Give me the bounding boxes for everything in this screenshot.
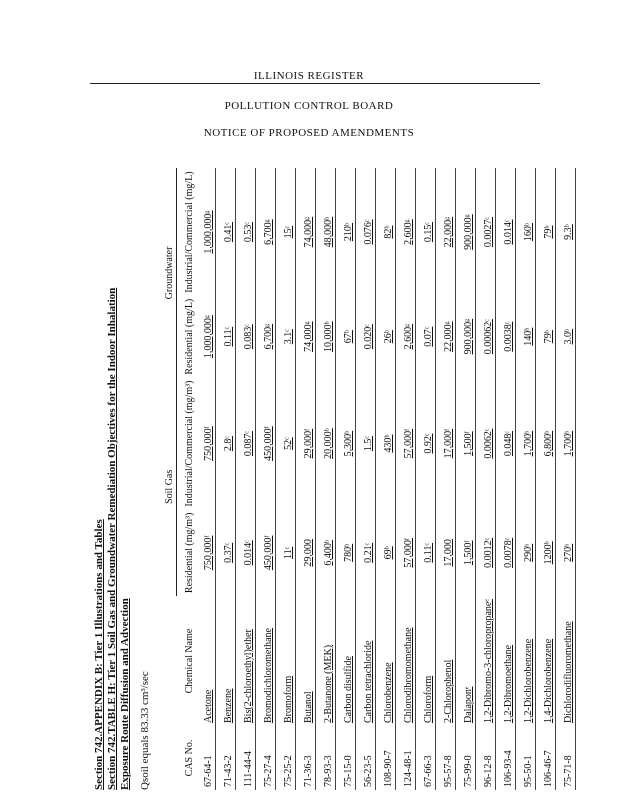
cell-chemical-name: 1,2-Dichlorobenzene bbox=[516, 596, 536, 726]
cell-sg-ind: 0.087ᶜ bbox=[236, 378, 256, 510]
cell-gw-ind: 9.3ᵇ bbox=[556, 168, 576, 295]
cell-gw-res: 3.0ᵇ bbox=[556, 296, 576, 378]
cell-gw-ind: 22,000ᵍ bbox=[436, 168, 456, 295]
header-divider bbox=[90, 83, 540, 84]
cell-chemical-name: 2-Butanone (MEK) bbox=[316, 596, 336, 726]
cell-sg-res: 0.0012ᶜ bbox=[476, 510, 496, 596]
cell-cas: 75-25-2 bbox=[276, 726, 296, 790]
cell-sg-res: 1200ᵇ bbox=[536, 510, 556, 596]
col-sg-res: Residential (mg/m³) bbox=[184, 512, 195, 594]
cell-chemical-name: Bis(2-chloroethyl)ether bbox=[236, 596, 256, 726]
cell-cas: 75-27-4 bbox=[256, 726, 276, 790]
cell-gw-res: 6,700ᵍ bbox=[256, 296, 276, 378]
register-title: ILLINOIS REGISTER bbox=[253, 70, 365, 82]
cell-sg-ind: 17,000ᶠ bbox=[436, 378, 456, 510]
table-body bbox=[196, 168, 576, 790]
notice-title: NOTICE OF PROPOSED AMENDMENTS bbox=[203, 127, 415, 139]
cell-gw-res: 67ᵇ bbox=[336, 296, 356, 378]
cell-gw-ind: 2,600ᵍ bbox=[396, 168, 416, 295]
cell-gw-ind: 48,000ᵇ bbox=[316, 168, 336, 295]
cell-chemical-name: 1,2-Dibromoethane bbox=[496, 596, 516, 726]
rotated-page-content bbox=[93, 150, 574, 790]
cell-chemical-name: Chlorobenzene bbox=[376, 596, 396, 726]
cell-chemical-name: Butanol bbox=[296, 596, 316, 726]
cell-sg-ind: 57,000ᶠ bbox=[396, 378, 416, 510]
cell-gw-res: 140ᵇ bbox=[516, 296, 536, 378]
cell-gw-res: 10,000ᵇ bbox=[316, 296, 336, 378]
cell-gw-ind: 0.0027ᶜ bbox=[476, 168, 496, 295]
appendix-title: Section 742.APPENDIX B: Tier 1 Illustrations and Tables bbox=[93, 519, 105, 790]
table-row bbox=[556, 168, 576, 790]
remediation-table bbox=[157, 168, 576, 790]
cell-sg-ind: 20,000ᵇ bbox=[316, 378, 336, 510]
cell-gw-res: 0.083ᶜ bbox=[236, 296, 256, 378]
col-chemical: Chemical Name bbox=[184, 628, 195, 694]
cell-sg-res: 750,000ᶠ bbox=[196, 510, 216, 596]
table-row bbox=[476, 168, 496, 790]
cell-sg-ind: 0.0062ᶜ bbox=[476, 378, 496, 510]
cell-sg-res: 69ᵇ bbox=[376, 510, 396, 596]
board-title: POLLUTION CONTROL BOARD bbox=[224, 100, 394, 112]
cell-gw-ind: 0.076ᶜ bbox=[356, 168, 376, 295]
cell-gw-ind: 0.15ᶜ bbox=[416, 168, 436, 295]
cell-sg-res: 780ᵇ bbox=[336, 510, 356, 596]
cell-sg-ind: 2.8ᶜ bbox=[216, 378, 236, 510]
cell-gw-res: 1,000,000ᵍ bbox=[196, 296, 216, 378]
groundwater-group: Groundwater bbox=[157, 168, 177, 377]
cell-cas: 75-15-0 bbox=[336, 726, 356, 790]
table-row bbox=[336, 168, 356, 790]
cell-cas: 71-43-2 bbox=[216, 726, 236, 790]
cell-sg-ind: 1.5ᶜ bbox=[356, 378, 376, 510]
cell-gw-ind: 82ᵇ bbox=[376, 168, 396, 295]
cell-chemical-name: Dalaponᵉ bbox=[456, 596, 476, 726]
cell-gw-res: 0.11ᶜ bbox=[216, 296, 236, 378]
col-sg-ind: Industrial/Commercial (mg/m³) bbox=[184, 380, 195, 507]
cell-chemical-name: Bromodichloromethane bbox=[256, 596, 276, 726]
cell-sg-ind: 29,000ᶠ bbox=[296, 378, 316, 510]
cell-sg-res: 0.21ᶜ bbox=[356, 510, 376, 596]
cell-chemical-name: Carbon tetrachloride bbox=[356, 596, 376, 726]
cell-gw-res: 0.0038ᶜ bbox=[496, 296, 516, 378]
cell-cas: 75-99-0 bbox=[456, 726, 476, 790]
cell-cas: 95-57-8 bbox=[436, 726, 456, 790]
cell-sg-res: 270ᵇ bbox=[556, 510, 576, 596]
exposure-route: Exposure Route Diffusion and Advection bbox=[119, 598, 131, 790]
table-row bbox=[496, 168, 516, 790]
cell-gw-res: 0.07ᶜ bbox=[416, 296, 436, 378]
table-row bbox=[516, 168, 536, 790]
cell-gw-res: 74,000ᵍ bbox=[296, 296, 316, 378]
cell-cas: 95-50-1 bbox=[516, 726, 536, 790]
qsoil-note: Qsoil equals 83.33 cm³/sec bbox=[139, 671, 151, 790]
cell-sg-ind: 450,000ᶠ bbox=[256, 378, 276, 510]
cell-gw-res: 22,000ᵍ bbox=[436, 296, 456, 378]
cell-cas: 108-90-7 bbox=[376, 726, 396, 790]
cell-chemical-name: Chloroform bbox=[416, 596, 436, 726]
table-row bbox=[416, 168, 436, 790]
cell-gw-ind: 6,700ᵍ bbox=[256, 168, 276, 295]
cell-gw-ind: 900,000ᵍ bbox=[456, 168, 476, 295]
cell-sg-ind: 0.048ᶜ bbox=[496, 378, 516, 510]
cell-gw-ind: 0.53ᶜ bbox=[236, 168, 256, 295]
cell-chemical-name: Acetone bbox=[196, 596, 216, 726]
cell-sg-ind: 750,000ᶠ bbox=[196, 378, 216, 510]
cell-cas: 67-66-3 bbox=[416, 726, 436, 790]
col-cas: CAS No. bbox=[184, 739, 195, 777]
table-row bbox=[196, 168, 216, 790]
table-row bbox=[536, 168, 556, 790]
cell-sg-ind: 1,700ᵇ bbox=[516, 378, 536, 510]
cell-sg-ind: 0.92ᶜ bbox=[416, 378, 436, 510]
cell-cas: 111-44-4 bbox=[236, 726, 256, 790]
cell-sg-res: 290ᵇ bbox=[516, 510, 536, 596]
soil-gas-group: Soil Gas bbox=[157, 378, 177, 597]
cell-gw-res: 900,000ᵍ bbox=[456, 296, 476, 378]
cell-sg-res: 29,000 bbox=[296, 510, 316, 596]
table-row bbox=[456, 168, 476, 790]
cell-sg-ind: 5,300ᵇ bbox=[336, 378, 356, 510]
cell-sg-res: 6,400ᵇ bbox=[316, 510, 336, 596]
cell-gw-ind: 210ᵇ bbox=[336, 168, 356, 295]
table-row bbox=[296, 168, 316, 790]
cell-sg-res: 17,000 bbox=[436, 510, 456, 596]
cell-sg-ind: 1,700ᵇ bbox=[556, 378, 576, 510]
cell-sg-res: 0.0078ᶜ bbox=[496, 510, 516, 596]
cell-gw-ind: 15ᶜ bbox=[276, 168, 296, 295]
cell-sg-res: 0.37ᶜ bbox=[216, 510, 236, 596]
cell-gw-res: 3.1ᶜ bbox=[276, 296, 296, 378]
table-row bbox=[356, 168, 376, 790]
cell-chemical-name: 2-Chlorophenol bbox=[436, 596, 456, 726]
cell-sg-ind: 1,500ᶠ bbox=[456, 378, 476, 510]
table-row bbox=[216, 168, 236, 790]
cell-sg-ind: 430ᵇ bbox=[376, 378, 396, 510]
table-row bbox=[236, 168, 256, 790]
cell-cas: 96-12-8 bbox=[476, 726, 496, 790]
cell-gw-ind: 0.41ᶜ bbox=[216, 168, 236, 295]
cell-chemical-name: Dichlorodifluoromethane bbox=[556, 596, 576, 726]
table-title: Section 742.TABLE H: Tier 1 Soil Gas and Groundwater Remediation Objectives for the Indoor Inhalation bbox=[106, 287, 118, 790]
table-row bbox=[396, 168, 416, 790]
cell-cas: 75-71-8 bbox=[556, 726, 576, 790]
cell-sg-res: 450,000ᶠ bbox=[256, 510, 276, 596]
cell-gw-res: 26ᵇ bbox=[376, 296, 396, 378]
cell-gw-res: 0.020ᶜ bbox=[356, 296, 376, 378]
cell-sg-ind: 52ᶜ bbox=[276, 378, 296, 510]
cell-gw-ind: 160ᵇ bbox=[516, 168, 536, 295]
cell-chemical-name: 1,4-Dichlorobenzene bbox=[536, 596, 556, 726]
cell-gw-ind: 74,000ᵍ bbox=[296, 168, 316, 295]
table-row bbox=[256, 168, 276, 790]
cell-cas: 106-46-7 bbox=[536, 726, 556, 790]
cell-cas: 124-48-1 bbox=[396, 726, 416, 790]
cell-sg-res: 11ᶜ bbox=[276, 510, 296, 596]
cell-sg-res: 0.014ᶜ bbox=[236, 510, 256, 596]
cell-gw-res: 79ᵇ bbox=[536, 296, 556, 378]
cell-sg-res: 1,500ᶠ bbox=[456, 510, 476, 596]
table-row bbox=[436, 168, 456, 790]
cell-chemical-name: Carbon disulfide bbox=[336, 596, 356, 726]
cell-gw-res: 2,600ᵍ bbox=[396, 296, 416, 378]
table-row bbox=[276, 168, 296, 790]
cell-gw-res: 0.00062ᶜ bbox=[476, 296, 496, 378]
cell-chemical-name: Chlorodibromomethane bbox=[396, 596, 416, 726]
cell-sg-res: 0.11ᶜ bbox=[416, 510, 436, 596]
cell-cas: 106-93-4 bbox=[496, 726, 516, 790]
cell-sg-ind: 6,800ᵇ bbox=[536, 378, 556, 510]
cell-gw-ind: 1,000,000ᵍ bbox=[196, 168, 216, 295]
table-row bbox=[316, 168, 336, 790]
cell-chemical-name: 1,2-Dibromo-3-chloropropaneᵉ bbox=[476, 596, 496, 726]
col-gw-res: Residential (mg/L) bbox=[184, 298, 195, 375]
cell-cas: 71-36-3 bbox=[296, 726, 316, 790]
col-gw-ind: Industrial/Commercial (mg/L) bbox=[184, 171, 195, 293]
cell-gw-ind: 0.014ᶜ bbox=[496, 168, 516, 295]
cell-sg-res: 57,000ᶠ bbox=[396, 510, 416, 596]
cell-chemical-name: Benzene bbox=[216, 596, 236, 726]
cell-cas: 78-93-3 bbox=[316, 726, 336, 790]
cell-chemical-name: Bromoform bbox=[276, 596, 296, 726]
cell-cas: 67-64-1 bbox=[196, 726, 216, 790]
cell-cas: 56-23-5 bbox=[356, 726, 376, 790]
table-row bbox=[376, 168, 396, 790]
cell-gw-ind: 79ᵇ bbox=[536, 168, 556, 295]
